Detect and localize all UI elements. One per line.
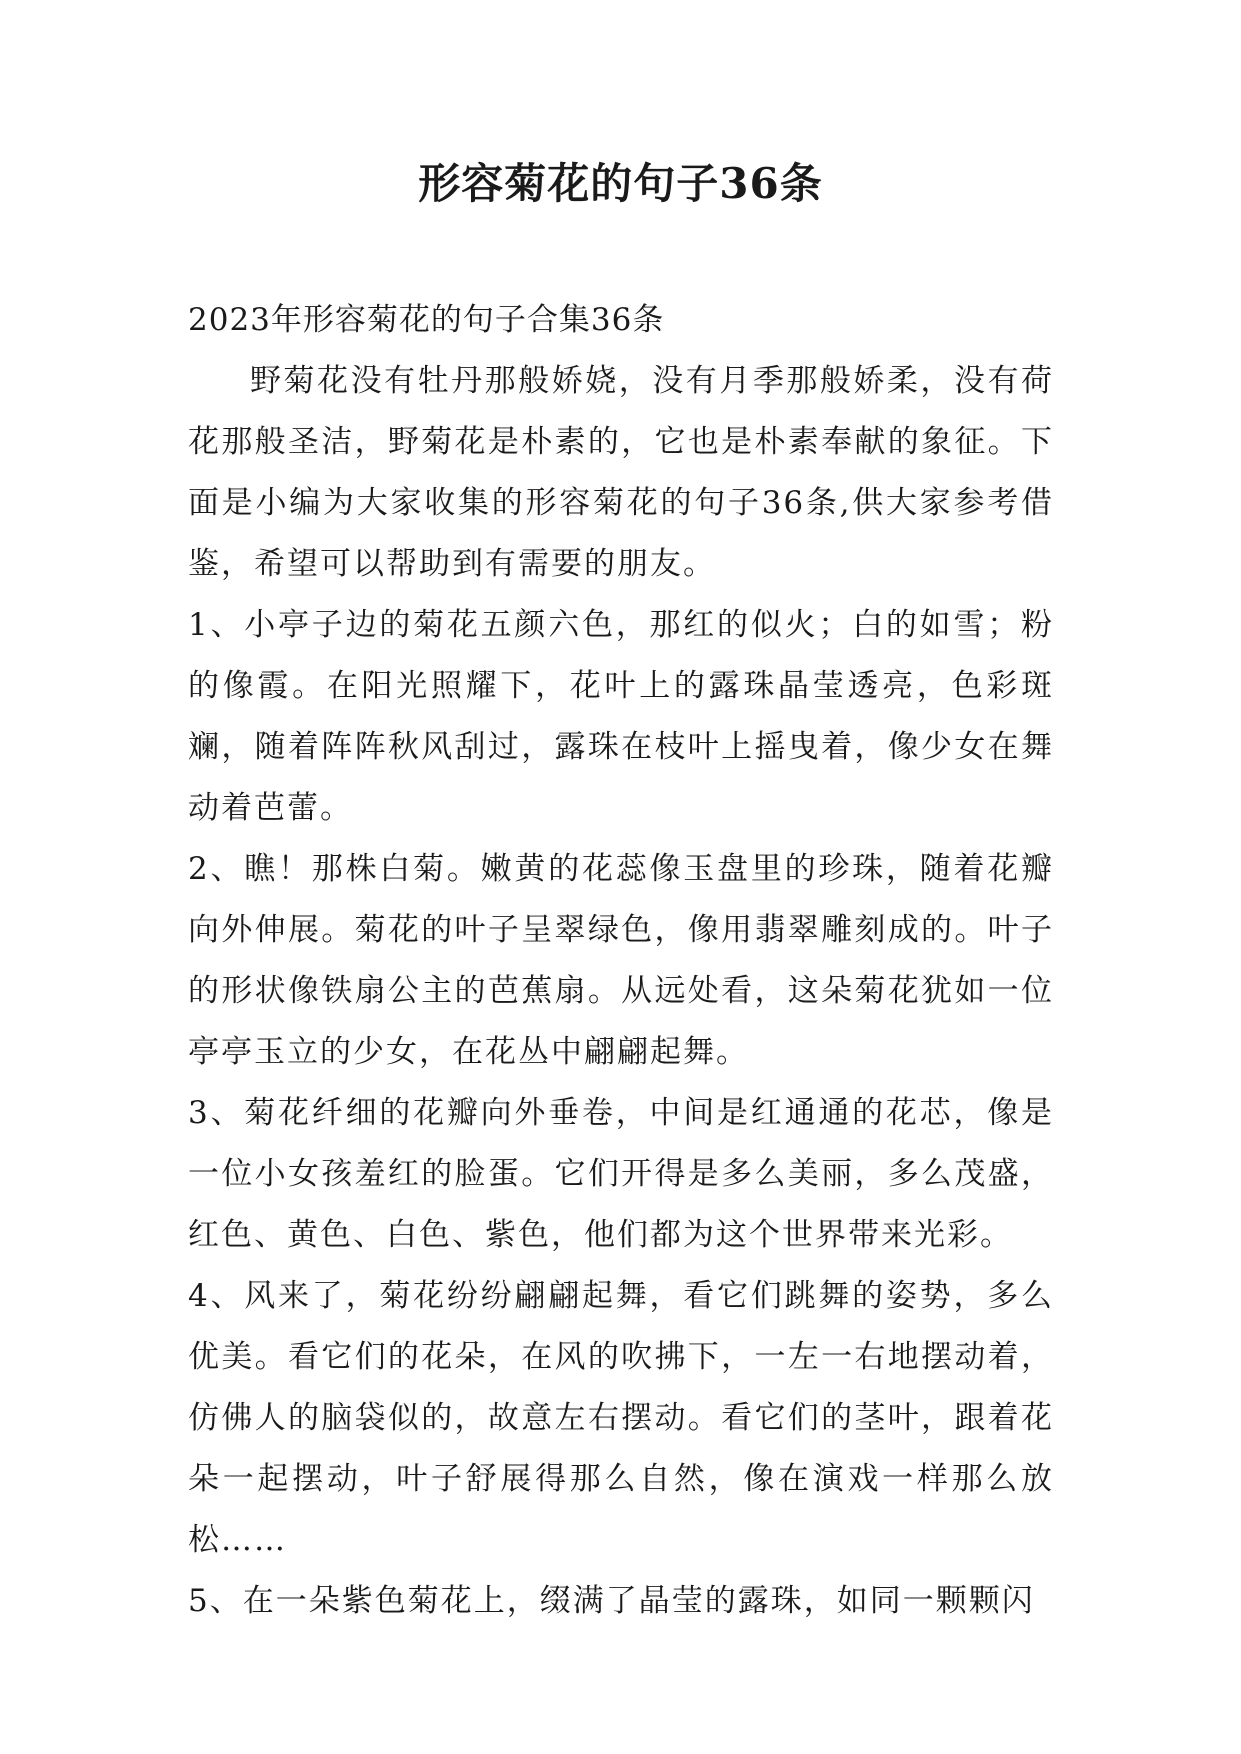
document-subtitle: 2023年形容菊花的句子合集36条 [188, 302, 665, 338]
document-title: 形容菊花的句子36条 [418, 159, 823, 208]
sentence-item: 5、在一朵紫色菊花上，缀满了晶莹的露珠，如同一颗颗闪 [188, 1583, 1035, 1619]
sentence-item: 1、小亭子边的菊花五颜六色，那红的似火；白的如雪；粉的像霞。在阳光照耀下，花叶上的露珠晶莹透亮，色彩斑斓，随着阵阵秋风刮过，露珠在枝叶上摇曳着，像少女在舞动着芭蕾。 [188, 607, 1054, 826]
sentence-item: 2、瞧！那株白菊。嫩黄的花蕊像玉盘里的珍珠，随着花瓣向外伸展。菊花的叶子呈翠绿色，像用翡翠雕刻成的。叶子的形状像铁扇公主的芭蕉扇。从远处看，这朵菊花犹如一位亭亭玉立的少女，在花丛中翩翩起舞。 [188, 851, 1054, 1070]
intro-paragraph: 野菊花没有牡丹那般娇娆，没有月季那般娇柔，没有荷花那般圣洁，野菊花是朴素的，它也是朴素奉献的象征。下面是小编为大家收集的形容菊花的句子36条,供大家参考借鉴，希望可以帮助到有需要的朋友。 [188, 363, 1054, 582]
sentence-item: 4、风来了，菊花纷纷翩翩起舞，看它们跳舞的姿势，多么优美。看它们的花朵，在风的吹拂下，一左一右地摆动着，仿佛人的脑袋似的，故意左右摆动。看它们的茎叶，跟着花朵一起摆动，叶子舒展得那么自然，像在演戏一样那么放松…… [188, 1278, 1054, 1558]
sentence-item: 3、菊花纤细的花瓣向外垂卷，中间是红通通的花芯，像是一位小女孩羞红的脸蛋。它们开得是多么美丽，多么茂盛，红色、黄色、白色、紫色，他们都为这个世界带来光彩。 [188, 1095, 1054, 1253]
document-body [188, 290, 1054, 1632]
